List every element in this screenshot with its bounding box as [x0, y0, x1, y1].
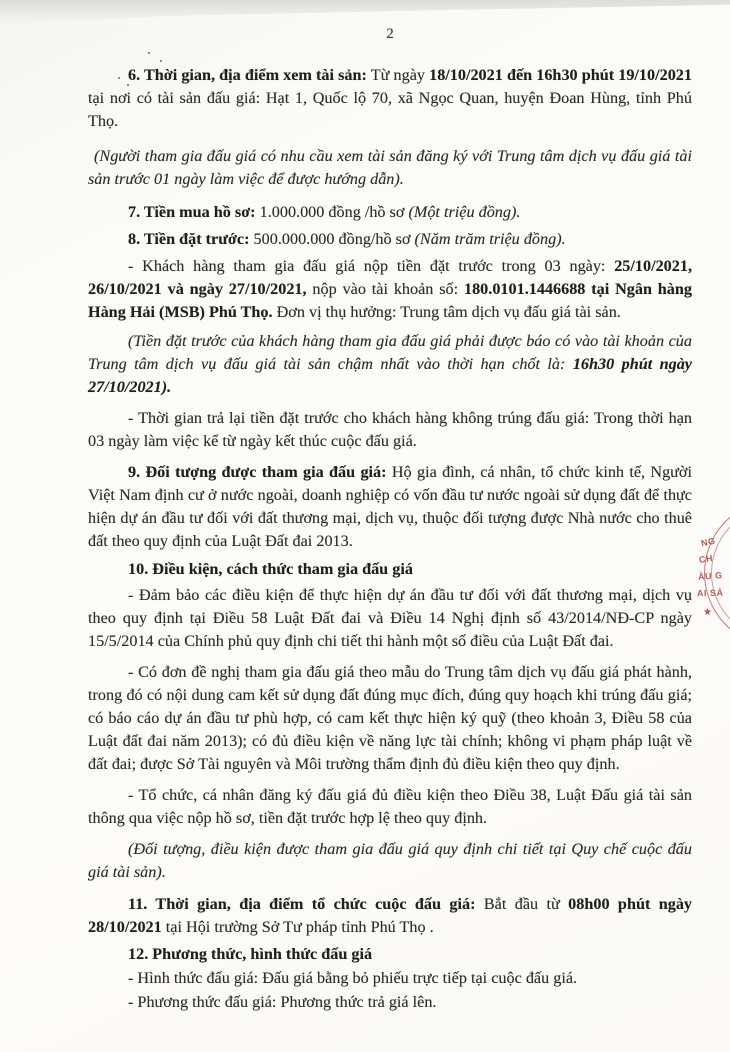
seal-text-fragment: AI SẢ: [696, 587, 724, 599]
paragraph-section-8: [88, 228, 692, 251]
paragraph-section-9: [88, 461, 692, 553]
paragraph-condition-1: [88, 584, 692, 653]
section-8-value: 500.000.000 đồng/hồ sơ: [249, 230, 415, 248]
section-9-text: Hộ gia đình, cá nhân, tổ chức kinh tế, Người Việt Nam định cư ở nước ngoài, doanh nghiệp có vốn đầu tư nước ngoài sử dụng đất để thực hiện dự án đầu tư đối với đất thương mại, dịch vụ, thuộc đối tượng được Nhà nước cho thuê đất theo quy định của Luật Đất đai 2013.: [88, 463, 692, 550]
paragraph-auction-form: [88, 967, 692, 990]
paragraph-section-7: [88, 201, 692, 224]
paragraph-condition-2: [88, 661, 692, 776]
deposit-text-3: Đơn vị thụ hưởng: Trung tâm dịch vụ đấu giá tài sản.: [272, 303, 621, 321]
section-6-dates: 18/10/2021 đến 16h30 phút 19/10/2021: [429, 66, 692, 84]
seal-text-fragment: NG: [700, 535, 717, 549]
paragraph-rules-note: [88, 838, 692, 884]
condition-3-text: - Tổ chức, cá nhân đăng ký đấu giá đủ điều kiện theo Điều 38, Luật Đấu giá tài sản thông qua việc nộp hồ sơ, tiền đặt trước hợp lệ theo quy định.: [88, 786, 692, 827]
section-9-label: 9. Đối tượng được tham gia đấu giá:: [128, 463, 387, 481]
section-8-label: 8. Tiền đặt trước:: [128, 230, 250, 248]
section-6-rest: tại nơi có tài sản đấu giá: Hạt 1, Quốc lộ 70, xã Ngọc Quan, huyện Đoan Hùng, tỉnh Phú Thọ.: [88, 89, 692, 130]
paragraph-section-6: [88, 64, 692, 133]
section-8-note: (Năm trăm triệu đồng).: [414, 230, 566, 248]
section-7-label: 7. Tiền mua hồ sơ:: [128, 203, 256, 221]
red-seal-fragment: [696, 497, 730, 649]
seal-text-fragment: CH: [698, 553, 714, 565]
star-icon: ★: [703, 607, 712, 618]
deposit-text-1: - Khách hàng tham gia đấu giá nộp tiền đặt trước trong 03 ngày:: [128, 257, 615, 275]
section-7-value: 1.000.000 đồng /hồ sơ: [255, 203, 409, 221]
refund-text: - Thời gian trả lại tiền đặt trước cho khách hàng không trúng đấu giá: Trong thời hạn 03 ngày làm việc kể từ ngày kết thúc cuộc đấu giá.: [88, 409, 692, 450]
deposit-text-2: nộp vào tài khoản số:: [306, 280, 464, 298]
paragraph-deposit-note: [88, 330, 692, 399]
section-11-rest: tại Hội trường Sở Tư pháp tỉnh Phú Thọ .: [161, 918, 434, 936]
section-11-label: 11. Thời gian, địa điểm tổ chức cuộc đấu giá:: [128, 895, 476, 913]
page-number: 2: [386, 26, 394, 42]
paragraph-refund: [88, 407, 692, 453]
deposit-dates: 25/10/2021, 26/10/2021 và ngày 27/10/2021,: [88, 257, 692, 298]
paragraph-view-note: [88, 145, 692, 191]
auction-method-text: - Phương thức đấu giá: Phương thức trả giá lên.: [128, 993, 437, 1011]
paragraph-condition-3: [88, 784, 692, 830]
section-11-pre: Bắt đầu từ: [475, 895, 569, 913]
section-11-time: 08h00 phút ngày 28/10/2021: [88, 895, 693, 936]
scan-edge-shadow: [0, 0, 730, 26]
deposit-account: 180.0101.1446688 tại Ngân hàng Hàng Hải (MSB) Phú Thọ.: [88, 280, 693, 321]
deposit-note-deadline: 16h30 phút ngày 27/10/2021).: [88, 355, 692, 396]
deposit-note-text: (Tiền đặt trước của khách hàng tham gia đấu giá phải được báo có vào tài khoản của Trung tâm dịch vụ đấu giá tài sản chậm nhất vào thời hạn chốt là:: [88, 332, 692, 373]
paragraph-deposit: [88, 255, 692, 324]
view-note-text: (Người tham gia đấu giá có nhu cầu xem tài sản đăng ký với Trung tâm dịch vụ đấu giá tài sản trước 01 ngày làm việc để được hướng dẫn).: [88, 147, 692, 188]
rules-note-text: (Đối tượng, điều kiện được tham gia đấu giá quy định chi tiết tại Quy chế cuộc đấu giá tài sản).: [88, 840, 692, 881]
paragraph-section-11: [88, 893, 692, 939]
condition-1-text: - Đảm bảo các điều kiện để thực hiện dự án đầu tư đối với đất thương mại, dịch vụ theo quy định tại Điều 58 Luật Đất đai và Điều 14 Nghị định số 43/2014/NĐ-CP ngày 15/5/2014 của Chính phủ quy định chi tiết thi hành một số điều của Luật Đất đai.: [88, 586, 692, 650]
seal-text-fragment: ÀU G: [697, 570, 723, 582]
section-6-pre: Từ ngày: [366, 66, 430, 84]
section-6-label: 6. Thời gian, địa điểm xem tài sản:: [128, 66, 367, 84]
condition-2-text: - Có đơn đề nghị tham gia đấu giá theo mẫu do Trung tâm dịch vụ đấu giá phát hành, trong đó có nội dung cam kết sử dụng đất đúng mục đích, đúng quy hoạch khi trúng đấu giá; có báo cáo dự án đầu tư phù hợp, có cam kết thực hiện ký quỹ (theo khoản 3, Điều 58 của Luật đất đai năm 2013); có đủ điều kiện về năng lực tài chính; không vi phạm pháp luật về đất đai; được Sở Tài nguyên và Môi trường thẩm định đủ điều kiện theo quy định.: [88, 663, 692, 773]
heading-section-10: 10. Điều kiện, cách thức tham gia đấu giá: [128, 560, 413, 578]
section-7-note: (Một triệu đồng).: [408, 203, 521, 221]
paragraph-auction-method: [88, 991, 692, 1014]
auction-form-text: - Hình thức đấu giá: Đấu giá bằng bỏ phiếu trực tiếp tại cuộc đấu giá.: [128, 969, 578, 987]
heading-section-12: 12. Phương thức, hình thức đấu giá: [128, 945, 373, 963]
document-body: [88, 64, 692, 1014]
